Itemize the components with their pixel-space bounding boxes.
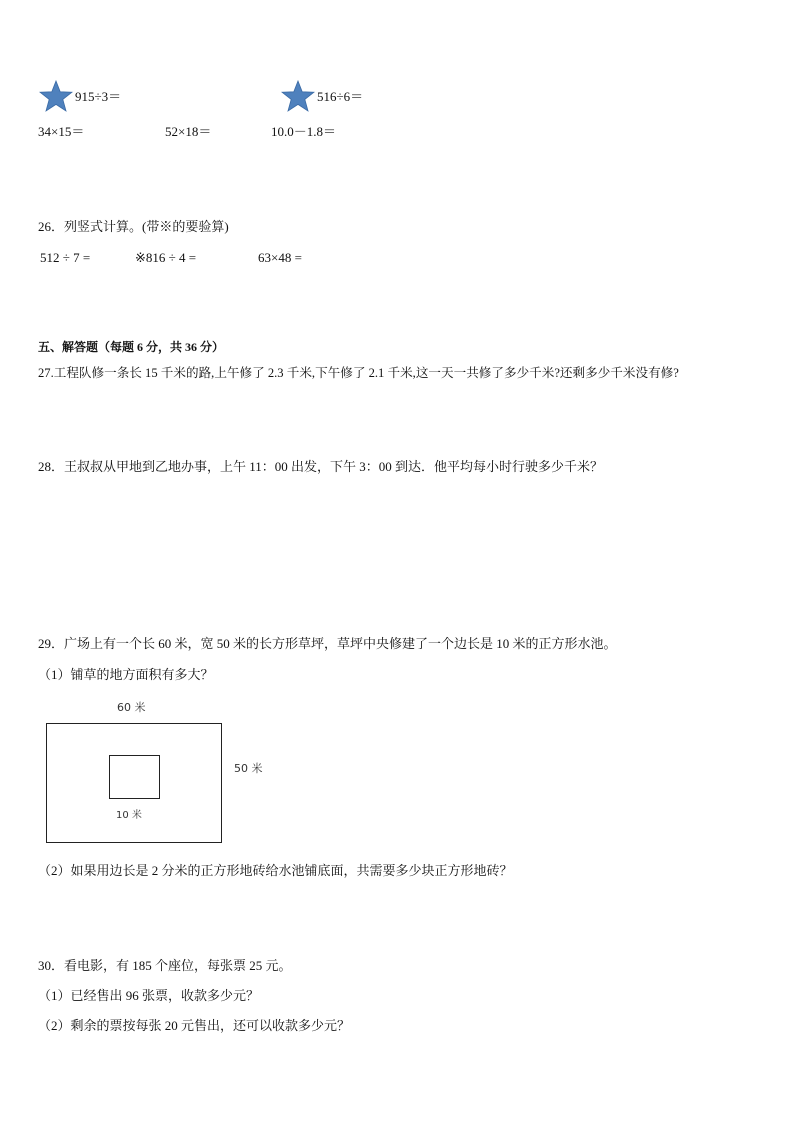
question-915-div-3: 915÷3＝: [75, 89, 122, 104]
lawn-rectangle: [47, 724, 222, 843]
section-5-title: 五、解答题（每题 6 分，共 36 分）: [38, 340, 225, 354]
q30-text: 30．看电影，有 185 个座位，每张票 25 元。: [38, 958, 292, 973]
question-10-minus-1-8: 10.0－1.8＝: [271, 124, 337, 139]
question-516-div-6: 516÷6＝: [317, 89, 364, 104]
star-icon: [39, 80, 73, 112]
q30-sub1: （1）已经售出 96 张票，收款多少元？: [38, 988, 260, 1003]
q26-item-3: 63×48 =: [258, 250, 302, 265]
q26-item-2: ※816 ÷ 4 =: [135, 250, 197, 265]
q26-title: 26．列竖式计算。(带※的要验算): [38, 219, 229, 234]
question-52x18: 52×18＝: [165, 124, 212, 139]
q29-sub2: （2）如果用边长是 2 分米的正方形地砖给水池铺底面，共需要多少块正方形地砖？: [38, 863, 513, 878]
diagram-side-label: 50 米: [234, 762, 263, 775]
diagram-inner-label: 10 米: [116, 810, 142, 821]
q26-item-1: 512 ÷ 7 =: [40, 250, 91, 265]
q27-text: 27.工程队修一条长 15 千米的路,上午修了 2.3 千米,下午修了 2.1 千米,这一天一共修了多少千米?还剩多少千米没有修?: [38, 366, 679, 380]
pool-square: [110, 756, 160, 799]
q29-text: 29．广场上有一个长 60 米，宽 50 米的长方形草坪，草坪中央修建了一个边长是 10 米的正方形水池。: [38, 636, 617, 651]
q30-sub2: （2）剩余的票按每张 20 元售出，还可以收款多少元？: [38, 1018, 351, 1033]
star-icon: [281, 80, 315, 112]
diagram-top-label: 60 米: [117, 701, 146, 714]
q29-sub1: （1）铺草的地方面积有多大？: [38, 667, 214, 682]
q28-text: 28．王叔叔从甲地到乙地办事，上午 11：00 出发，下午 3：00 到达．他平均每小时行驶多少千米？: [38, 459, 604, 474]
question-34x15: 34×15＝: [38, 124, 85, 139]
